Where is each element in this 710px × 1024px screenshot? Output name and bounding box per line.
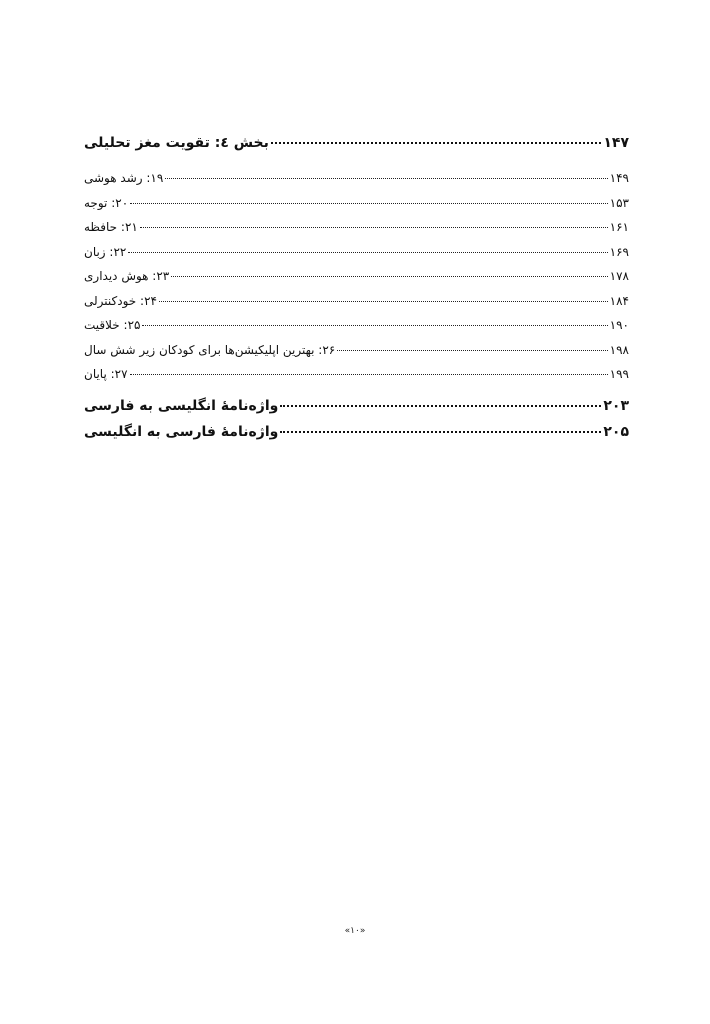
toc-section-title: بخش ٤: تقویت مغز تحلیلی — [84, 135, 269, 151]
page-number: «۱۰» — [344, 926, 366, 936]
toc-entry-page: ۱۴۹ — [609, 171, 629, 185]
dot-leader — [130, 191, 608, 204]
toc-entry-title: ۲۳: هوش دیداری — [84, 269, 170, 283]
dot-leader — [271, 128, 601, 144]
toc-section-title: واژه‌نامهٔ انگلیسی به فارسی — [84, 397, 279, 414]
toc-entry[interactable] — [84, 338, 629, 363]
toc-entry[interactable] — [84, 313, 629, 338]
toc-entry-title: ۲۱: حافظه — [84, 220, 138, 234]
toc-entry-title: ۱۹: رشد هوشی — [84, 171, 164, 185]
toc-entry-page: ۱۹۰ — [609, 318, 629, 332]
dot-leader — [159, 289, 608, 302]
toc-entry-title: ۲۰: توجه — [84, 195, 129, 210]
toc-entry-title: ۲۷: پایان — [84, 367, 128, 381]
dot-leader — [337, 338, 607, 351]
toc-entry-title: ۲۲: زبان — [84, 244, 127, 259]
toc-section-page: ۲۰۳ — [603, 397, 629, 414]
toc-section-page: ۱۴۷ — [603, 135, 629, 151]
dot-leader — [171, 264, 607, 277]
toc-entry-page: ۱۸۴ — [609, 293, 629, 308]
toc-section-title: واژه‌نامهٔ فارسی به انگلیسی — [84, 423, 279, 440]
dot-leader — [280, 417, 601, 433]
dot-leader — [130, 362, 608, 375]
toc-glossary-fa-en[interactable] — [84, 419, 629, 445]
toc-entry[interactable] — [84, 166, 629, 191]
toc-entry[interactable] — [84, 215, 629, 240]
toc-glossary-en-fa[interactable] — [84, 393, 629, 419]
toc-entry-page: ۱۵۳ — [609, 195, 629, 210]
toc-entry[interactable] — [84, 289, 629, 314]
toc-entry-page: ۱۹۹ — [609, 367, 629, 381]
toc-entry-page: ۱۶۹ — [609, 244, 629, 259]
toc-entry-page: ۱۷۸ — [609, 269, 629, 283]
toc-section-page: ۲۰۵ — [603, 423, 629, 440]
toc-entry-title: ۲۴: خودکنترلی — [84, 293, 157, 308]
toc-section-heading[interactable] — [84, 130, 629, 156]
toc-entry[interactable] — [84, 240, 629, 265]
toc-entry[interactable] — [84, 264, 629, 289]
dot-leader — [280, 391, 601, 407]
toc-entry[interactable] — [84, 362, 629, 387]
table-of-contents — [84, 130, 629, 445]
toc-entry-title: ۲۶: بهترین اپلیکیشن‌ها برای کودکان زیر شش سال — [84, 342, 336, 357]
dot-leader — [165, 166, 607, 179]
dot-leader — [128, 240, 607, 253]
toc-entry-page: ۱۶۱ — [609, 220, 629, 234]
dot-leader — [140, 215, 608, 228]
dot-leader — [142, 313, 607, 326]
toc-entry-title: ۲۵: خلاقیت — [84, 318, 141, 332]
toc-entry[interactable] — [84, 191, 629, 216]
toc-entry-page: ۱۹۸ — [609, 342, 629, 357]
